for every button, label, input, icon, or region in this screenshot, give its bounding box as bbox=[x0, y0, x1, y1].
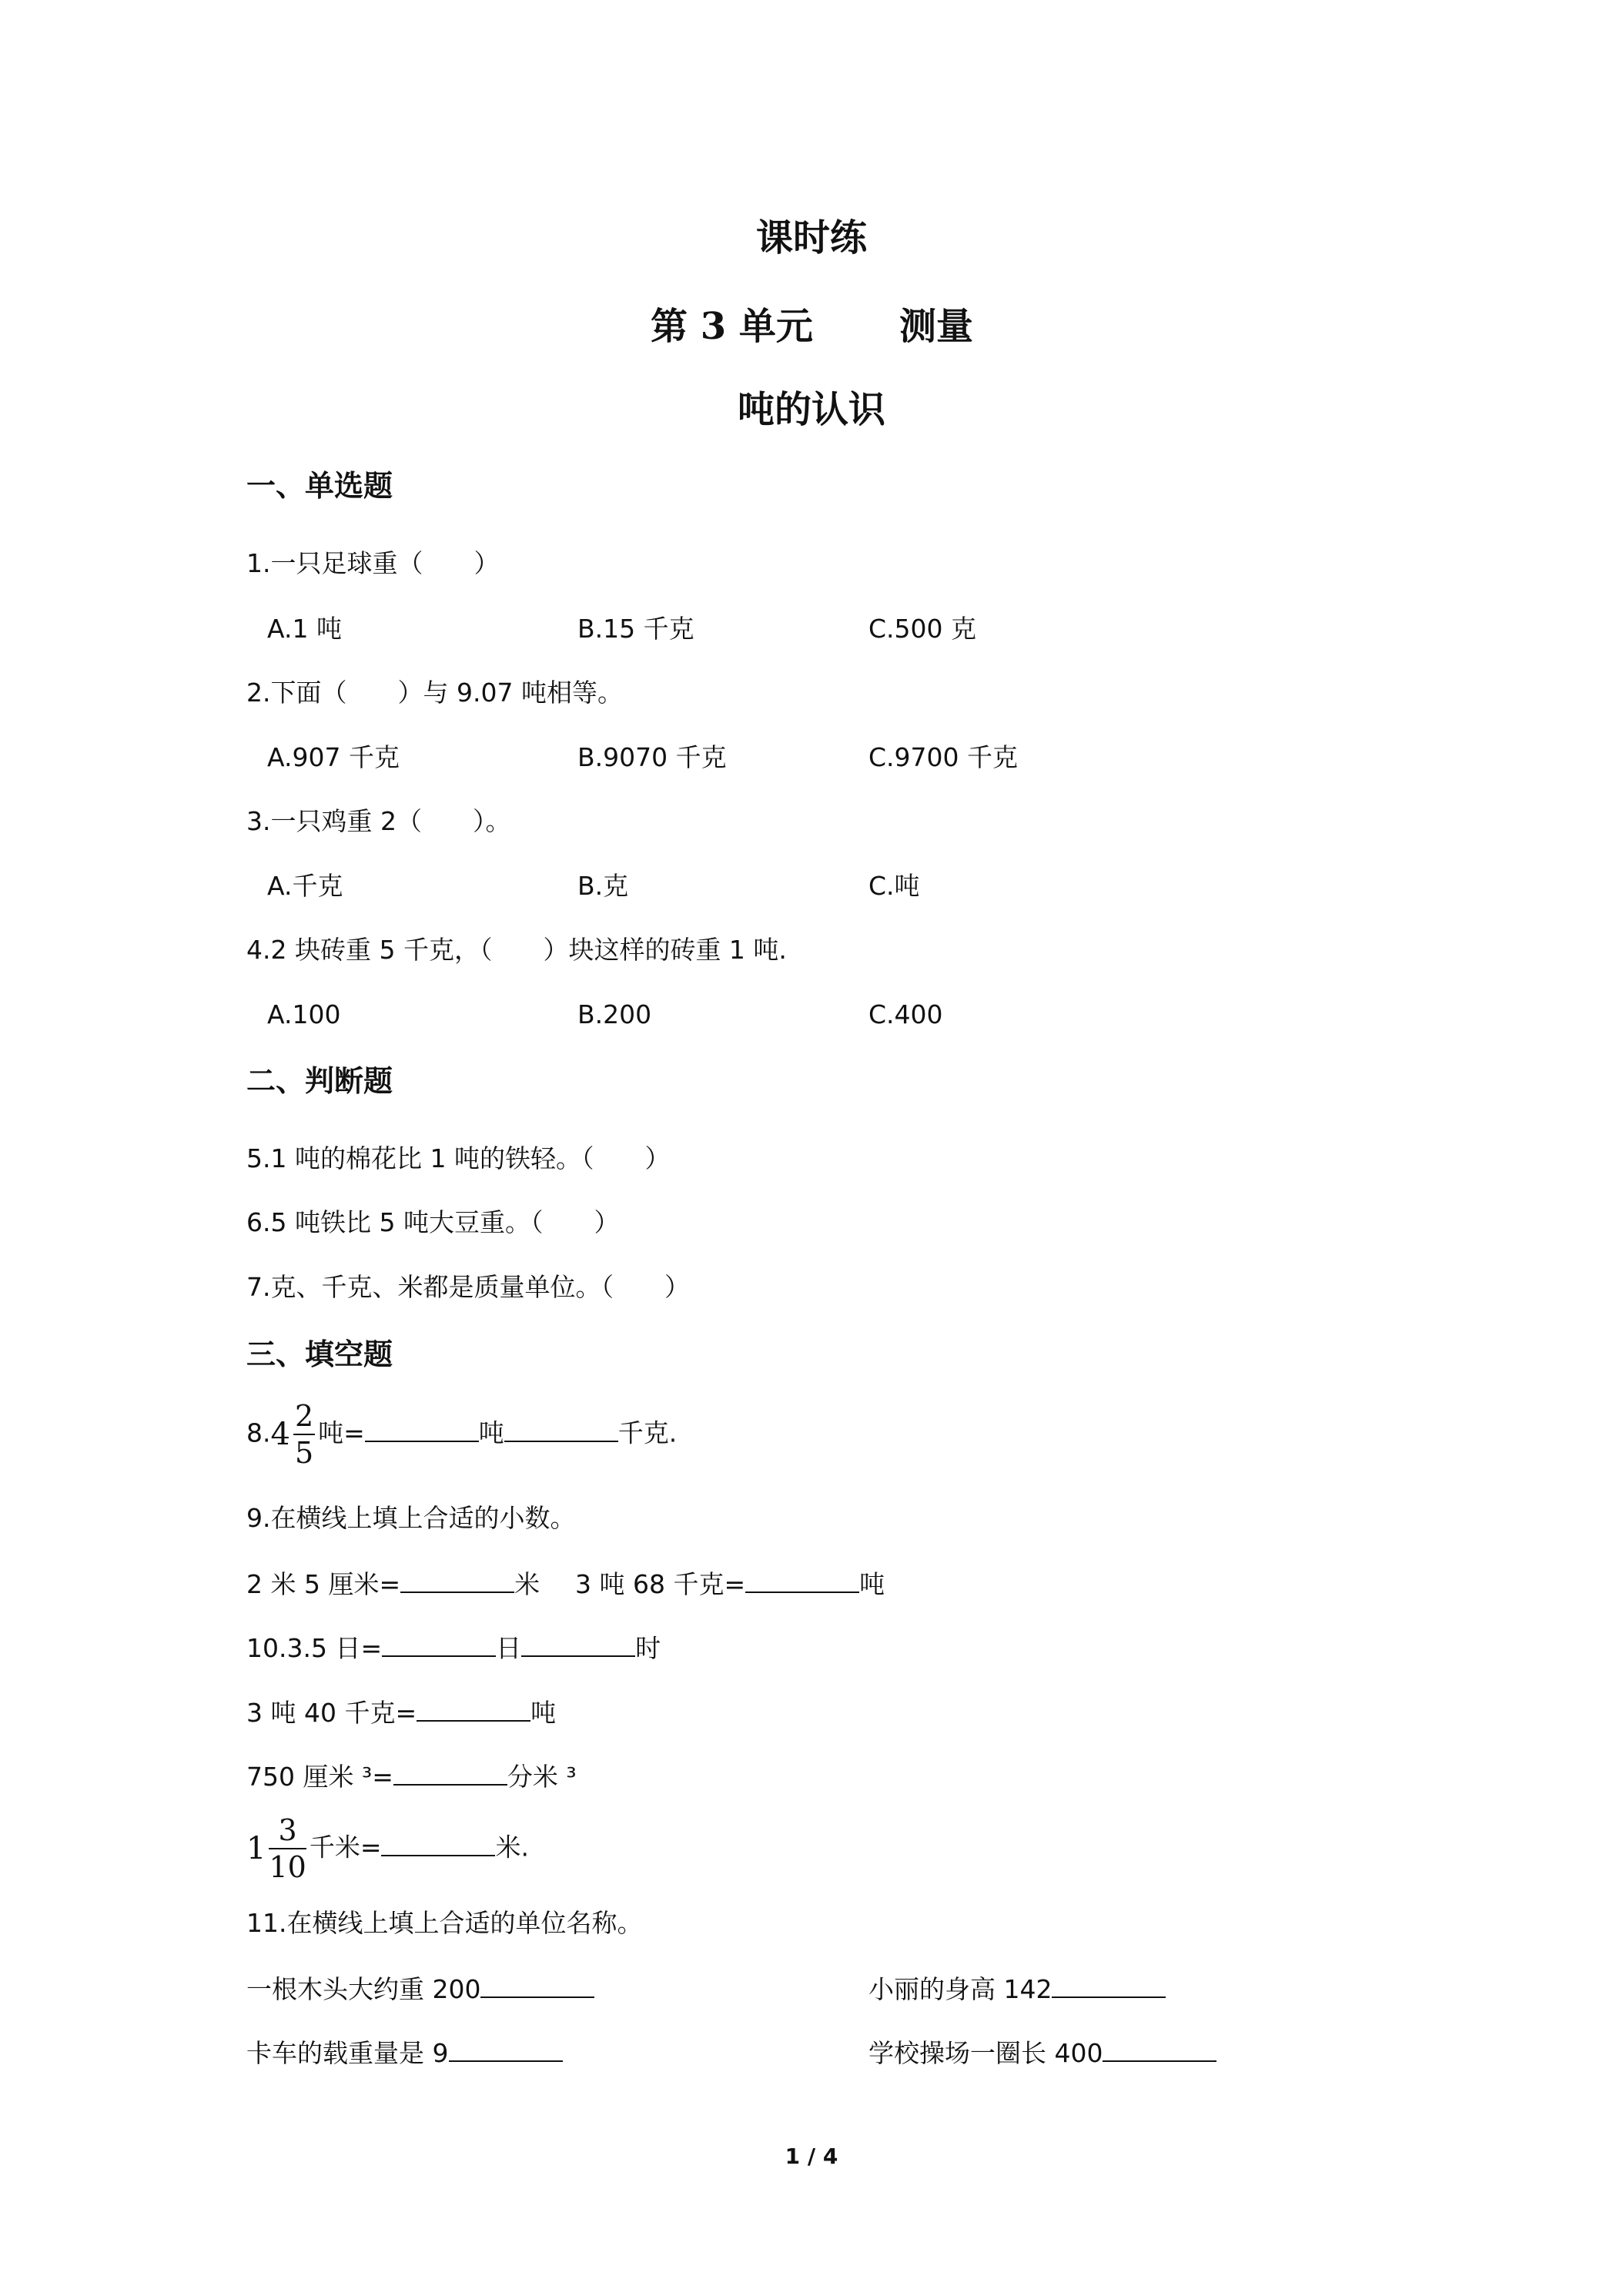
q3-option-a: A.千克 bbox=[267, 871, 343, 901]
question-9-line-right bbox=[575, 1570, 885, 1597]
q2-option-a: A.907 千克 bbox=[267, 742, 400, 772]
unit-label: 第 3 单元 bbox=[651, 305, 813, 348]
answer-blank[interactable] bbox=[480, 1975, 594, 1998]
q8-number: 8. bbox=[246, 1417, 271, 1448]
question-10-line-3 bbox=[246, 1762, 577, 1792]
answer-blank[interactable] bbox=[382, 1634, 496, 1657]
q3-option-b: B.克 bbox=[577, 871, 629, 901]
q10-l2-b: 吨 bbox=[530, 1698, 557, 1728]
q4-option-c: C.400 bbox=[868, 999, 943, 1029]
q10-l1-c: 时 bbox=[635, 1633, 661, 1663]
q2-option-b: B.9070 千克 bbox=[577, 742, 727, 772]
q10-l4-numerator: 3 bbox=[269, 1816, 306, 1849]
q8-text-1: 吨= bbox=[318, 1417, 365, 1448]
answer-blank[interactable] bbox=[1052, 1975, 1166, 1998]
lesson-title: 吨的认识 bbox=[737, 388, 885, 431]
q8-text-2: 吨 bbox=[478, 1417, 504, 1448]
question-11-d bbox=[868, 2039, 1216, 2066]
question-8 bbox=[246, 1401, 677, 1468]
q8-whole: 4 bbox=[270, 1417, 290, 1452]
q3-option-c: C.吨 bbox=[868, 871, 920, 901]
question-2: 2.下面（ ）与 9.07 吨相等。 bbox=[246, 678, 623, 708]
unit-name: 测量 bbox=[899, 305, 974, 348]
q10-l1-a: 10.3.5 日= bbox=[246, 1633, 383, 1663]
answer-blank[interactable] bbox=[365, 1419, 479, 1442]
answer-blank[interactable] bbox=[449, 2039, 563, 2062]
section-heading-single-choice: 一、单选题 bbox=[246, 469, 393, 503]
q4-option-b: B.200 bbox=[577, 999, 652, 1029]
q10-l3-a: 750 厘米 ³= bbox=[246, 1762, 393, 1792]
q10-l4-denominator: 10 bbox=[269, 1850, 306, 1884]
q8-text-3: 千克. bbox=[617, 1417, 678, 1448]
question-7: 7.克、千克、米都是质量单位。（ ） bbox=[246, 1272, 690, 1302]
section-heading-fill-blank: 三、填空题 bbox=[246, 1337, 393, 1371]
question-11-intro: 11.在横线上填上合适的单位名称。 bbox=[246, 1908, 643, 1938]
q9-left-text: 2 米 5 厘米= bbox=[246, 1569, 401, 1599]
page-title: 课时练 bbox=[755, 216, 867, 259]
q10-l4-a: 千米= bbox=[309, 1832, 382, 1863]
q9-right-text: 3 吨 68 千克= bbox=[575, 1569, 746, 1599]
q4-option-a: A.100 bbox=[267, 999, 341, 1029]
q11-c-text: 卡车的载重量是 9 bbox=[246, 2038, 449, 2068]
q8-numerator: 2 bbox=[293, 1401, 315, 1435]
answer-blank[interactable] bbox=[393, 1762, 507, 1786]
q10-l4-b: 米. bbox=[495, 1832, 529, 1863]
question-9-line bbox=[246, 1570, 540, 1597]
question-5: 5.1 吨的棉花比 1 吨的铁轻。（ ） bbox=[246, 1143, 671, 1173]
q9-right-unit: 吨 bbox=[859, 1569, 885, 1599]
section-heading-true-false: 二、判断题 bbox=[246, 1064, 393, 1098]
question-9-intro: 9.在横线上填上合适的小数。 bbox=[246, 1503, 576, 1533]
question-10-line-2 bbox=[246, 1698, 557, 1728]
q10-l3-b: 分米 ³ bbox=[507, 1762, 577, 1792]
q1-option-c: C.500 克 bbox=[868, 614, 977, 644]
answer-blank[interactable] bbox=[417, 1699, 530, 1722]
question-11-c bbox=[246, 2039, 563, 2066]
page-number: 1 / 4 bbox=[785, 2144, 838, 2169]
q2-option-c: C.9700 千克 bbox=[868, 742, 1019, 772]
answer-blank[interactable] bbox=[400, 1570, 514, 1593]
q10-l4-whole: 1 bbox=[246, 1831, 266, 1866]
answer-blank[interactable] bbox=[1103, 2039, 1216, 2062]
q10-l4-fraction bbox=[269, 1813, 306, 1884]
question-3: 3.一只鸡重 2（ ）。 bbox=[246, 806, 511, 836]
answer-blank[interactable] bbox=[381, 1833, 495, 1856]
q11-a-text: 一根木头大约重 200 bbox=[246, 1974, 481, 2004]
answer-blank[interactable] bbox=[745, 1570, 859, 1593]
q11-b-text: 小丽的身高 142 bbox=[868, 1974, 1052, 2004]
answer-blank[interactable] bbox=[504, 1419, 618, 1442]
question-10-line-1 bbox=[246, 1634, 661, 1661]
q1-option-b: B.15 千克 bbox=[577, 614, 694, 644]
q9-left-unit: 米 bbox=[514, 1569, 540, 1599]
question-4: 4.2 块砖重 5 千克，（ ）块这样的砖重 1 吨. bbox=[246, 935, 787, 965]
answer-blank[interactable] bbox=[521, 1634, 635, 1657]
question-6: 6.5 吨铁比 5 吨大豆重。（ ） bbox=[246, 1207, 620, 1237]
question-11-a bbox=[246, 1975, 594, 2002]
q1-option-a: A.1 吨 bbox=[267, 614, 342, 644]
question-1: 1.一只足球重（ ） bbox=[246, 548, 500, 578]
question-10-line-4 bbox=[246, 1813, 529, 1884]
q10-l2-a: 3 吨 40 千克= bbox=[246, 1698, 417, 1728]
q11-d-text: 学校操场一圈长 400 bbox=[868, 2038, 1103, 2068]
q8-fraction bbox=[293, 1401, 315, 1468]
q8-denominator: 5 bbox=[294, 1436, 314, 1470]
question-11-b bbox=[868, 1975, 1166, 2002]
q10-l1-b: 日 bbox=[496, 1633, 522, 1663]
